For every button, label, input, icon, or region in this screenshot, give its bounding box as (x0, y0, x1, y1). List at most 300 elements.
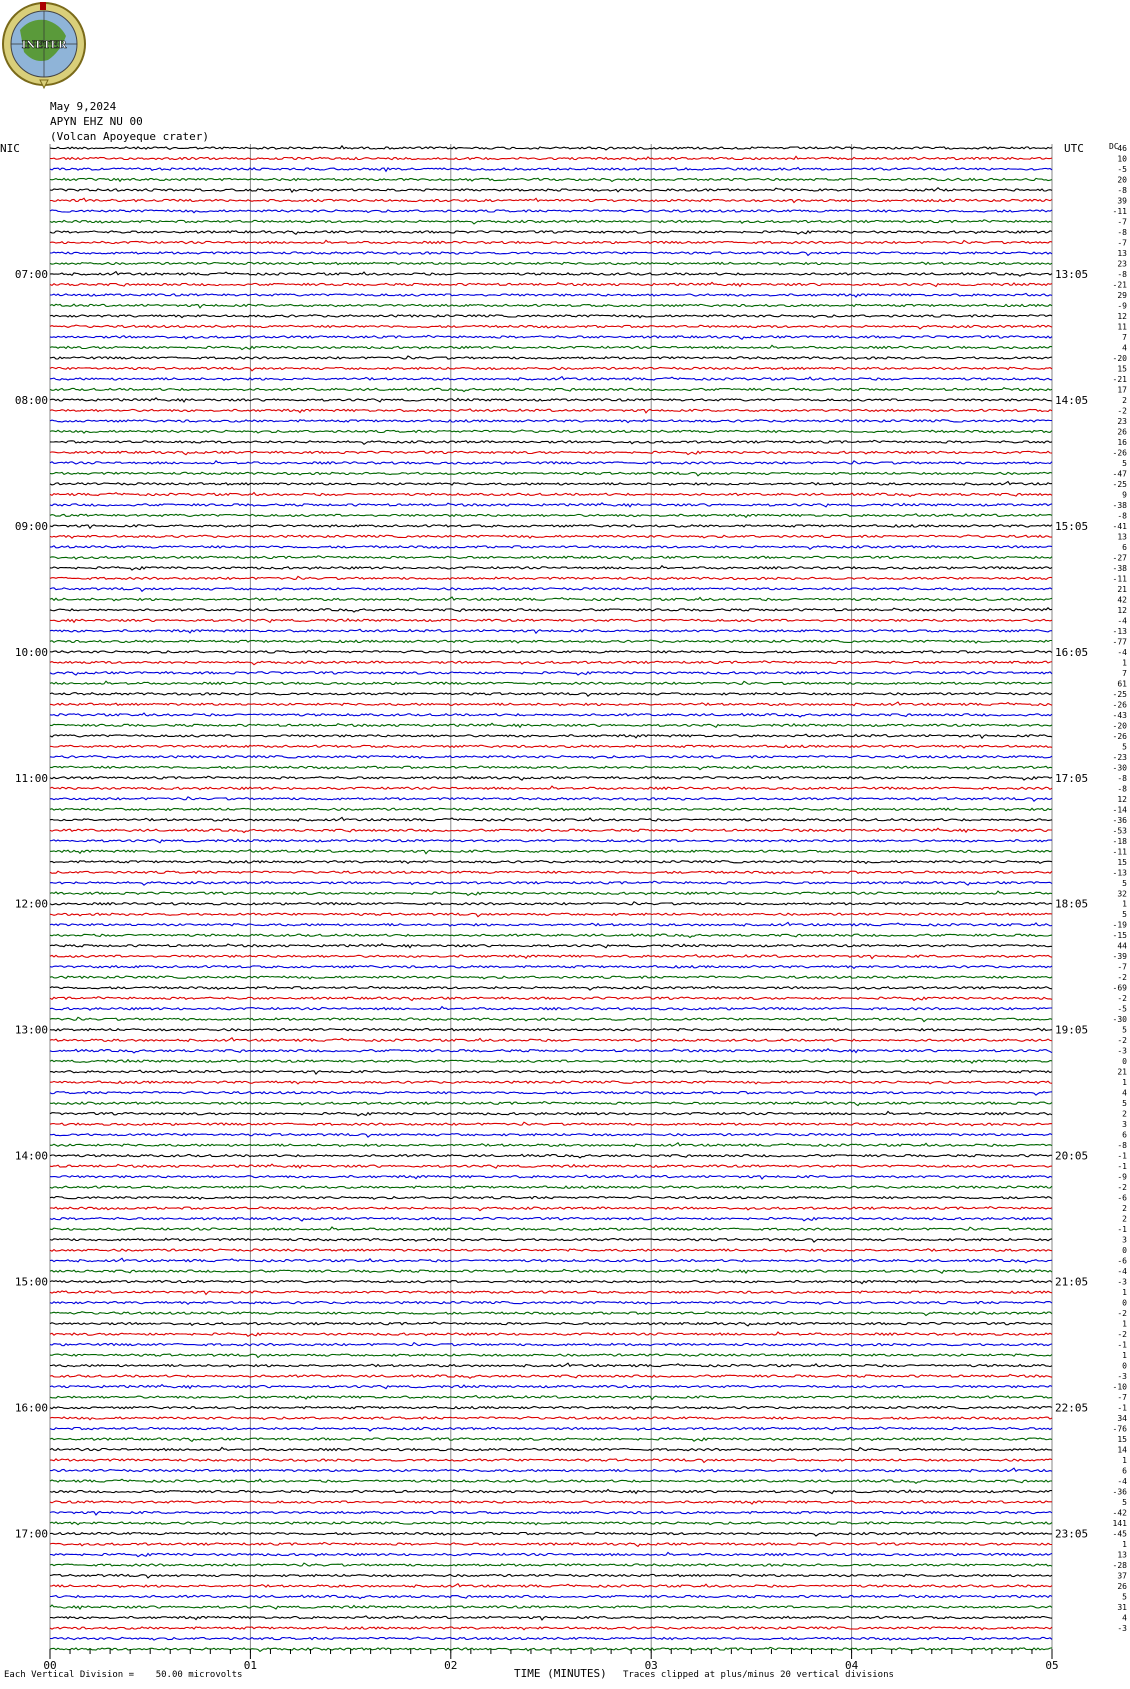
trace-29 (50, 440, 1052, 444)
left-hour-label: 14:00 (14, 1149, 48, 1163)
trace-118 (50, 1374, 1052, 1378)
right-hour-label: 13:05 (1055, 267, 1089, 281)
trace-92 (50, 1102, 1052, 1106)
trace-79 (50, 966, 1052, 969)
trace-106 (50, 1249, 1052, 1252)
dc-offset: -4 (1117, 1267, 1127, 1277)
dc-offset: -39 (1112, 952, 1127, 962)
x-tick-label: 01 (243, 1659, 258, 1672)
left-tz-label: NIC (0, 142, 20, 155)
trace-5 (50, 188, 1052, 193)
dc-offset: -26 (1112, 448, 1127, 458)
trace-50 (50, 661, 1052, 665)
dc-offset: -11 (1112, 847, 1127, 857)
trace-10 (50, 240, 1052, 243)
trace-67 (50, 839, 1052, 843)
dc-offset: 15 (1117, 1435, 1127, 1445)
trace-53 (50, 693, 1052, 697)
dc-offset: -25 (1112, 689, 1127, 699)
right-tz-label: UTC (1064, 142, 1084, 155)
trace-117 (50, 1363, 1052, 1367)
trace-52 (50, 681, 1052, 684)
trace-58 (50, 745, 1052, 748)
right-hour-label: 19:05 (1055, 1023, 1089, 1037)
dc-offset: -25 (1112, 479, 1127, 489)
trace-129 (50, 1490, 1052, 1494)
trace-22 (50, 367, 1052, 371)
trace-43 (50, 588, 1052, 592)
dc-offset: 37 (1117, 1571, 1127, 1581)
trace-70 (50, 871, 1052, 874)
dc-offset: 13 (1117, 1550, 1127, 1560)
dc-offset: -3 (1117, 1046, 1127, 1056)
dc-offset: 1 (1122, 1319, 1127, 1329)
dc-offset: 5 (1122, 878, 1127, 888)
division-note: Each Vertical Division = 50.00 microvolts (4, 1670, 243, 1680)
x-tick-label: 03 (644, 1659, 658, 1672)
dc-offset: -7 (1117, 1393, 1127, 1403)
trace-108 (50, 1269, 1052, 1273)
trace-46 (50, 619, 1052, 623)
dc-offset: 15 (1117, 857, 1127, 867)
trace-81 (50, 987, 1052, 991)
trace-61 (50, 776, 1052, 780)
right-hour-label: 16:05 (1055, 645, 1089, 659)
dc-offset: 1 (1122, 1540, 1127, 1550)
right-hour-label: 20:05 (1055, 1149, 1089, 1163)
dc-offset: -8 (1117, 511, 1127, 521)
dc-offset: -47 (1112, 469, 1127, 479)
trace-36 (50, 514, 1052, 518)
trace-89 (50, 1070, 1052, 1074)
left-hour-label: 15:00 (14, 1275, 48, 1289)
dc-offset: 0 (1122, 1298, 1127, 1308)
right-hour-label: 21:05 (1055, 1275, 1089, 1289)
trace-91 (50, 1091, 1052, 1095)
trace-9 (50, 231, 1052, 235)
dc-offset: -1 (1117, 1162, 1127, 1172)
dc-offset: -2 (1117, 973, 1127, 983)
dc-offset: 1 (1122, 899, 1127, 909)
trace-20 (50, 345, 1052, 349)
location-label: (Volcan Apoyeque crater) (50, 130, 209, 143)
trace-51 (50, 672, 1052, 676)
dc-offset: -42 (1112, 1508, 1127, 1518)
trace-127 (50, 1468, 1052, 1472)
dc-offset: 34 (1117, 1414, 1127, 1424)
right-hour-label: 22:05 (1055, 1401, 1089, 1415)
dc-offset: -4 (1117, 1477, 1127, 1487)
dc-offset: -8 (1117, 784, 1127, 794)
trace-134 (50, 1543, 1052, 1547)
left-hour-label: 07:00 (14, 267, 48, 281)
dc-offset: -14 (1112, 805, 1127, 815)
dc-offset: 26 (1117, 1582, 1127, 1592)
trace-64 (50, 808, 1052, 811)
trace-77 (50, 944, 1052, 948)
left-hour-label: 16:00 (14, 1401, 48, 1415)
trace-143 (50, 1637, 1052, 1640)
dc-offset: 2 (1122, 1214, 1127, 1224)
dc-offset: 12 (1117, 311, 1127, 321)
dc-offset: -5 (1117, 164, 1127, 174)
dc-offset: -19 (1112, 920, 1127, 930)
dc-offset: 7 (1122, 668, 1127, 678)
trace-3 (50, 168, 1052, 172)
trace-103 (50, 1217, 1052, 1221)
dc-offset: 5 (1122, 1099, 1127, 1109)
trace-131 (50, 1512, 1052, 1515)
dc-offset: 10 (1117, 154, 1127, 164)
dc-offset: -8 (1117, 185, 1127, 195)
dc-offset: -6 (1117, 1193, 1127, 1203)
dc-offset: -2 (1117, 1036, 1127, 1046)
dc-offset: -69 (1112, 983, 1127, 993)
left-hour-label: 11:00 (14, 771, 48, 785)
trace-34 (50, 493, 1052, 497)
dc-offset: 0 (1122, 1246, 1127, 1256)
trace-124 (50, 1438, 1052, 1442)
trace-136 (50, 1563, 1052, 1567)
trace-42 (50, 576, 1052, 580)
trace-78 (50, 955, 1052, 959)
trace-114 (50, 1332, 1052, 1336)
trace-60 (50, 766, 1052, 770)
dc-offset: -26 (1112, 700, 1127, 710)
dc-offset: -76 (1112, 1424, 1127, 1434)
dc-offset: 5 (1122, 742, 1127, 752)
dc-offset: -6 (1117, 1256, 1127, 1266)
trace-109 (50, 1280, 1052, 1284)
dc-offset: -18 (1112, 836, 1127, 846)
trace-88 (50, 1060, 1052, 1064)
dc-offset: 7 (1122, 332, 1127, 342)
dc-offset: -2 (1117, 1330, 1127, 1340)
dc-offset: 44 (1117, 941, 1127, 951)
trace-23 (50, 377, 1052, 381)
trace-139 (50, 1595, 1052, 1599)
dc-offset: 1 (1122, 1351, 1127, 1361)
dc-offset: -3 (1117, 1372, 1127, 1382)
dc-offset: 21 (1117, 584, 1127, 594)
trace-15 (50, 293, 1052, 297)
dc-offset: -77 (1112, 637, 1127, 647)
dc-offset: 1 (1122, 1456, 1127, 1466)
clip-note: Traces clipped at plus/minus 20 vertical divisions (623, 1670, 894, 1680)
dc-offset: 5 (1122, 1025, 1127, 1035)
dc-offset: 5 (1122, 458, 1127, 468)
dc-offset: -1 (1117, 1340, 1127, 1350)
x-tick-label: 02 (444, 1659, 458, 1672)
dc-offset: 61 (1117, 679, 1127, 689)
dc-offset: 1 (1122, 1078, 1127, 1088)
dc-offset: 5 (1122, 1498, 1127, 1508)
trace-12 (50, 262, 1052, 265)
dc-offset: -2 (1117, 1309, 1127, 1319)
trace-104 (50, 1227, 1052, 1230)
dc-offset: -1 (1117, 1403, 1127, 1413)
x-tick-label: 05 (1045, 1659, 1059, 1672)
trace-25 (50, 398, 1052, 402)
trace-2 (50, 156, 1052, 160)
dc-offset: -4 (1117, 647, 1127, 657)
dc-offset: 20 (1117, 175, 1127, 185)
dc-offset: 4 (1122, 1613, 1127, 1623)
right-hour-label: 14:05 (1055, 393, 1089, 407)
trace-41 (50, 566, 1052, 570)
trace-100 (50, 1186, 1052, 1189)
trace-80 (50, 976, 1052, 979)
dc-label: DC (1109, 142, 1119, 151)
dc-offset: 1 (1122, 1288, 1127, 1298)
dc-offset: 15 (1117, 364, 1127, 374)
trace-24 (50, 388, 1052, 392)
dc-offset: -30 (1112, 763, 1127, 773)
left-hour-label: 08:00 (14, 393, 48, 407)
trace-30 (50, 451, 1052, 455)
trace-130 (50, 1501, 1052, 1505)
dc-offset: -7 (1117, 238, 1127, 248)
dc-offset: 16 (1117, 437, 1127, 447)
trace-86 (50, 1038, 1052, 1042)
left-hour-label: 13:00 (14, 1023, 48, 1037)
trace-90 (50, 1081, 1052, 1084)
trace-96 (50, 1143, 1052, 1147)
dc-offset: 17 (1117, 385, 1127, 395)
dc-offset: -9 (1117, 301, 1127, 311)
left-hour-label: 09:00 (14, 519, 48, 533)
trace-76 (50, 934, 1052, 938)
trace-55 (50, 713, 1052, 717)
trace-95 (50, 1134, 1052, 1138)
dc-offset: -7 (1117, 962, 1127, 972)
dc-offset: -8 (1117, 269, 1127, 279)
trace-119 (50, 1385, 1052, 1389)
logo-text: INETER (21, 40, 67, 51)
left-hour-label: 12:00 (14, 897, 48, 911)
dc-offset: -3 (1117, 1277, 1127, 1287)
trace-116 (50, 1354, 1052, 1358)
trace-14 (50, 282, 1052, 286)
trace-82 (50, 997, 1052, 1001)
trace-99 (50, 1175, 1052, 1179)
trace-28 (50, 430, 1052, 433)
dc-offset: 141 (1112, 1519, 1127, 1529)
dc-offset: -2 (1117, 406, 1127, 416)
dc-offset: 3 (1122, 1235, 1127, 1245)
trace-63 (50, 797, 1052, 801)
trace-7 (50, 210, 1052, 213)
trace-4 (50, 178, 1052, 181)
trace-68 (50, 850, 1052, 854)
trace-35 (50, 503, 1052, 507)
trace-8 (50, 220, 1052, 224)
trace-48 (50, 640, 1052, 643)
dc-offset: 39 (1117, 196, 1127, 206)
dc-offset: -10 (1112, 1382, 1127, 1392)
trace-140 (50, 1605, 1052, 1609)
dc-offset: -8 (1117, 773, 1127, 783)
trace-112 (50, 1312, 1052, 1316)
trace-33 (50, 482, 1052, 486)
trace-132 (50, 1522, 1052, 1525)
dc-offset: -2 (1117, 994, 1127, 1004)
dc-offset: 0 (1122, 1057, 1127, 1067)
dc-offset: 11 (1117, 322, 1127, 332)
dc-offset: -21 (1112, 374, 1127, 384)
trace-49 (50, 651, 1052, 654)
trace-26 (50, 409, 1052, 413)
right-hour-label: 15:05 (1055, 519, 1089, 533)
dc-offset: 6 (1122, 542, 1127, 552)
trace-16 (50, 304, 1052, 308)
dc-offset: -20 (1112, 721, 1127, 731)
dc-offset: -3 (1117, 1624, 1127, 1634)
dc-offset: 4 (1122, 343, 1127, 353)
dc-offset: -1 (1117, 1225, 1127, 1235)
dc-offset: -11 (1112, 206, 1127, 216)
trace-13 (50, 272, 1052, 277)
dc-offset: -53 (1112, 826, 1127, 836)
dc-offset: -8 (1117, 227, 1127, 237)
trace-66 (50, 828, 1052, 832)
trace-113 (50, 1322, 1052, 1326)
trace-94 (50, 1122, 1052, 1126)
left-hour-label: 10:00 (14, 645, 48, 659)
dc-offset: 26 (1117, 427, 1127, 437)
trace-45 (50, 608, 1052, 612)
dc-offset: -21 (1112, 280, 1127, 290)
trace-21 (50, 356, 1052, 360)
dc-offset: -5 (1117, 1004, 1127, 1014)
dc-offset: 6 (1122, 1130, 1127, 1140)
trace-73 (50, 902, 1052, 905)
trace-105 (50, 1238, 1052, 1242)
trace-98 (50, 1164, 1052, 1168)
dc-offset: 23 (1117, 259, 1127, 269)
trace-11 (50, 252, 1052, 256)
station-label: APYN EHZ NU 00 (50, 115, 143, 128)
dc-offset: 23 (1117, 416, 1127, 426)
trace-122 (50, 1417, 1052, 1420)
dc-offset: 31 (1117, 1603, 1127, 1613)
trace-138 (50, 1584, 1052, 1588)
trace-39 (50, 546, 1052, 550)
trace-123 (50, 1427, 1052, 1431)
trace-27 (50, 420, 1052, 423)
dc-offset: -26 (1112, 731, 1127, 741)
dc-offset: -30 (1112, 1015, 1127, 1025)
dc-offset: -20 (1112, 353, 1127, 363)
dc-offset: -43 (1112, 710, 1127, 720)
trace-85 (50, 1028, 1052, 1031)
right-hour-label: 23:05 (1055, 1527, 1089, 1541)
trace-38 (50, 535, 1052, 538)
trace-19 (50, 335, 1052, 339)
trace-17 (50, 315, 1052, 318)
trace-83 (50, 1007, 1052, 1011)
x-tick-label: 04 (844, 1659, 859, 1672)
trace-102 (50, 1207, 1052, 1211)
trace-72 (50, 891, 1052, 895)
x-axis-label: TIME (MINUTES) (514, 1667, 607, 1680)
dc-offset: 5 (1122, 1592, 1127, 1602)
dc-offset: -38 (1112, 563, 1127, 573)
trace-37 (50, 525, 1052, 529)
trace-65 (50, 817, 1052, 821)
trace-71 (50, 881, 1052, 885)
trace-111 (50, 1302, 1052, 1305)
trace-40 (50, 556, 1052, 560)
trace-47 (50, 629, 1052, 633)
dc-offset: -27 (1112, 553, 1127, 563)
dc-offset: -36 (1112, 815, 1127, 825)
trace-74 (50, 913, 1052, 917)
trace-101 (50, 1196, 1052, 1199)
dc-offset: 0 (1122, 1361, 1127, 1371)
dc-offset: -38 (1112, 500, 1127, 510)
trace-115 (50, 1343, 1052, 1347)
trace-126 (50, 1459, 1052, 1463)
trace-31 (50, 461, 1052, 464)
dc-offset: -15 (1112, 931, 1127, 941)
trace-56 (50, 723, 1052, 727)
dc-offset: -23 (1112, 752, 1127, 762)
trace-69 (50, 861, 1052, 864)
trace-54 (50, 702, 1052, 706)
dc-offset: 3 (1122, 1120, 1127, 1130)
dc-offset: 21 (1117, 1067, 1127, 1077)
trace-6 (50, 198, 1052, 202)
dc-offset: 2 (1122, 1109, 1127, 1119)
trace-97 (50, 1154, 1052, 1158)
trace-59 (50, 755, 1052, 758)
dc-offset: -7 (1117, 217, 1127, 227)
date-label: May 9,2024 (50, 100, 117, 113)
dc-offset: 4 (1122, 1088, 1127, 1098)
trace-62 (50, 786, 1052, 790)
right-hour-label: 18:05 (1055, 897, 1089, 911)
x-tick-label: 00 (43, 1659, 57, 1672)
dc-offset: -9 (1117, 1172, 1127, 1182)
dc-offset: -28 (1112, 1561, 1127, 1571)
dc-offset: 2 (1122, 395, 1127, 405)
trace-125 (50, 1447, 1052, 1450)
dc-offset: 9 (1122, 490, 1127, 500)
trace-137 (50, 1574, 1052, 1578)
trace-32 (50, 472, 1052, 476)
dc-offset: 12 (1117, 794, 1127, 804)
trace-44 (50, 597, 1052, 601)
dc-offset: 32 (1117, 889, 1127, 899)
left-hour-label: 17:00 (14, 1527, 48, 1541)
trace-1 (50, 146, 1052, 150)
dc-offset: -4 (1117, 616, 1127, 626)
dc-offset: 1 (1122, 658, 1127, 668)
trace-128 (50, 1479, 1052, 1483)
trace-120 (50, 1396, 1052, 1400)
dc-offset: -13 (1112, 868, 1127, 878)
dc-offset: 5 (1122, 910, 1127, 920)
dc-offset: -13 (1112, 626, 1127, 636)
dc-offset: -11 (1112, 574, 1127, 584)
trace-87 (50, 1049, 1052, 1053)
dc-offset: -45 (1112, 1529, 1127, 1539)
trace-75 (50, 922, 1052, 926)
trace-135 (50, 1552, 1052, 1556)
dc-offset: -8 (1117, 1141, 1127, 1151)
trace-93 (50, 1112, 1052, 1116)
